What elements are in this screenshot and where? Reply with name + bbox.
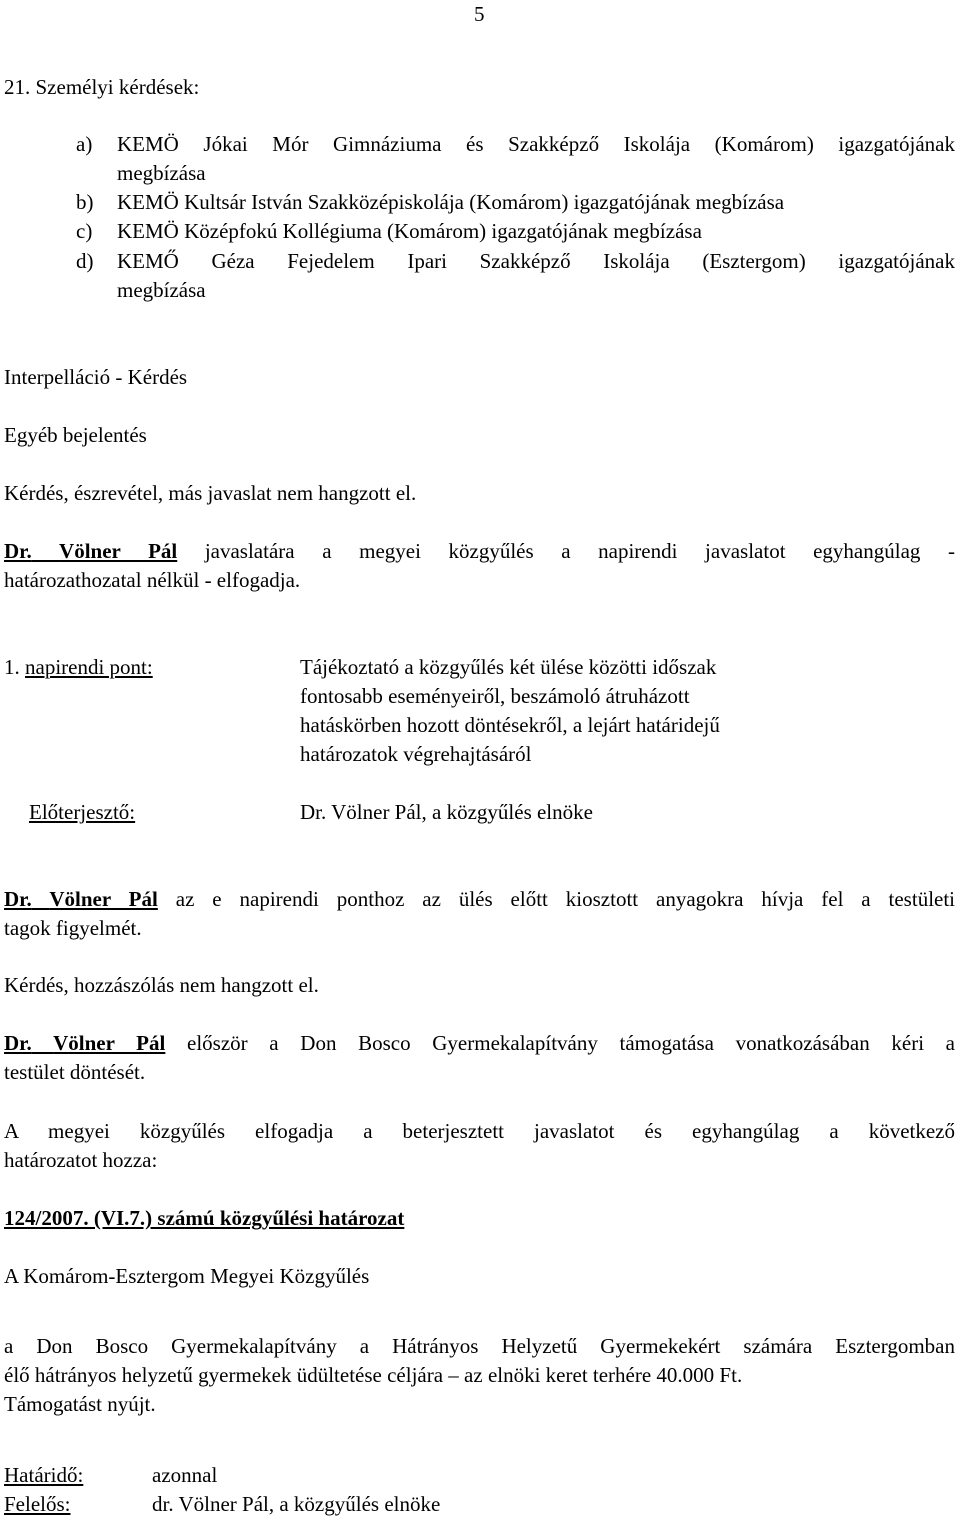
resolution-text: a Don Bosco Gyermekalapítvány a Hátrányos Helyzetű Gyermekekért számára Esztergomban — [4, 1334, 955, 1358]
presenter-label: Előterjesztő: — [29, 800, 136, 824]
no-questions-text: Kérdés, észrevétel, más javaslat nem hangzott el. — [4, 481, 417, 505]
deadline-value: azonnal — [152, 1463, 218, 1487]
section-heading — [4, 73, 199, 102]
list-item-letter: c) — [76, 219, 93, 243]
interpellation-heading: Interpelláció - Kérdés — [4, 365, 188, 389]
page-number: 5 — [474, 2, 485, 26]
list-item-text: megbízása — [117, 161, 206, 185]
responsible-value: dr. Völner Pál, a közgyűlés elnöke — [152, 1492, 441, 1516]
list-item-text: KEMŐ Géza Fejedelem Ipari Szakképző Iskolája (Esztergom) igazgatójának — [117, 249, 955, 273]
list-item-text: KEMÖ Középfokú Kollégiuma (Komárom) igazgatójának megbízása — [117, 219, 702, 243]
agenda-point-description: határozatok végrehajtásáról — [300, 742, 532, 766]
list-item-letter: a) — [76, 132, 93, 156]
list-item-text: KEMÖ Kultsár István Szakközépiskolája (Komárom) igazgatójának megbízása — [117, 190, 785, 214]
other-announcement-heading: Egyéb bejelentés — [4, 423, 147, 447]
no-comments-text: Kérdés, hozzászólás nem hangzott el. — [4, 973, 319, 997]
speaker-name: Dr. Völner Pál — [4, 887, 158, 911]
section-title: Személyi kérdések: — [35, 75, 200, 99]
agenda-acceptance-line2: határozathozatal nélkül - elfogadja. — [4, 568, 301, 592]
agenda-point-label: 1. napirendi pont: — [4, 655, 153, 679]
speaker-name: Dr. Völner Pál — [4, 539, 178, 563]
presenter-name: Dr. Völner Pál, a közgyűlés elnöke — [300, 800, 593, 824]
deadline-label: Határidő: — [4, 1463, 84, 1487]
resolution-text: élő hátrányos helyzetű gyermekek üdültetése céljára – az elnöki keret terhére 40.000 Ft. — [4, 1363, 743, 1387]
list-item-letter: b) — [76, 190, 94, 214]
responsible-label: Felelős: — [4, 1492, 71, 1516]
resolution-title: 124/2007. (VI.7.) számú közgyűlési határozat — [4, 1206, 405, 1230]
resolution-text: Támogatást nyújt. — [4, 1392, 156, 1416]
list-item-text: KEMÖ Jókai Mór Gimnáziuma és Szakképző Iskolája (Komárom) igazgatójának — [117, 132, 955, 156]
speaker-name: Dr. Völner Pál — [4, 1031, 166, 1055]
agenda-point-description: Tájékoztató a közgyűlés két ülése közötti időszak — [300, 655, 717, 679]
adoption-line1: A megyei közgyűlés elfogadja a beterjesztett javaslatot és egyhangúlag a következő — [4, 1119, 955, 1143]
first-decision-paragraph: Dr. Völner Pál először a Don Bosco Gyermekalapítvány támogatása vonatkozásában kéri a — [4, 1031, 955, 1055]
list-item-text: megbízása — [117, 278, 206, 302]
attention-line2: tagok figyelmét. — [4, 916, 142, 940]
attention-paragraph: Dr. Völner Pál az e napirendi ponthoz az ülés előtt kiosztott anyagokra hívja fel a testületi — [4, 887, 956, 911]
first-decision-line2: testület döntését. — [4, 1060, 146, 1084]
agenda-acceptance-paragraph: Dr. Völner Pál javaslatára a megyei közgyűlés a napirendi javaslatot egyhangúlag - — [4, 539, 955, 563]
section-number: 21. — [4, 75, 31, 99]
resolution-body: A Komárom-Esztergom Megyei Közgyűlés — [4, 1264, 370, 1288]
agenda-point-description: hatáskörben hozott döntésekről, a lejárt határidejű — [300, 713, 720, 737]
agenda-point-description: fontosabb eseményeiről, beszámoló átruházott — [300, 684, 690, 708]
list-item-letter: d) — [76, 249, 94, 273]
adoption-line2: határozatot hozza: — [4, 1148, 158, 1172]
